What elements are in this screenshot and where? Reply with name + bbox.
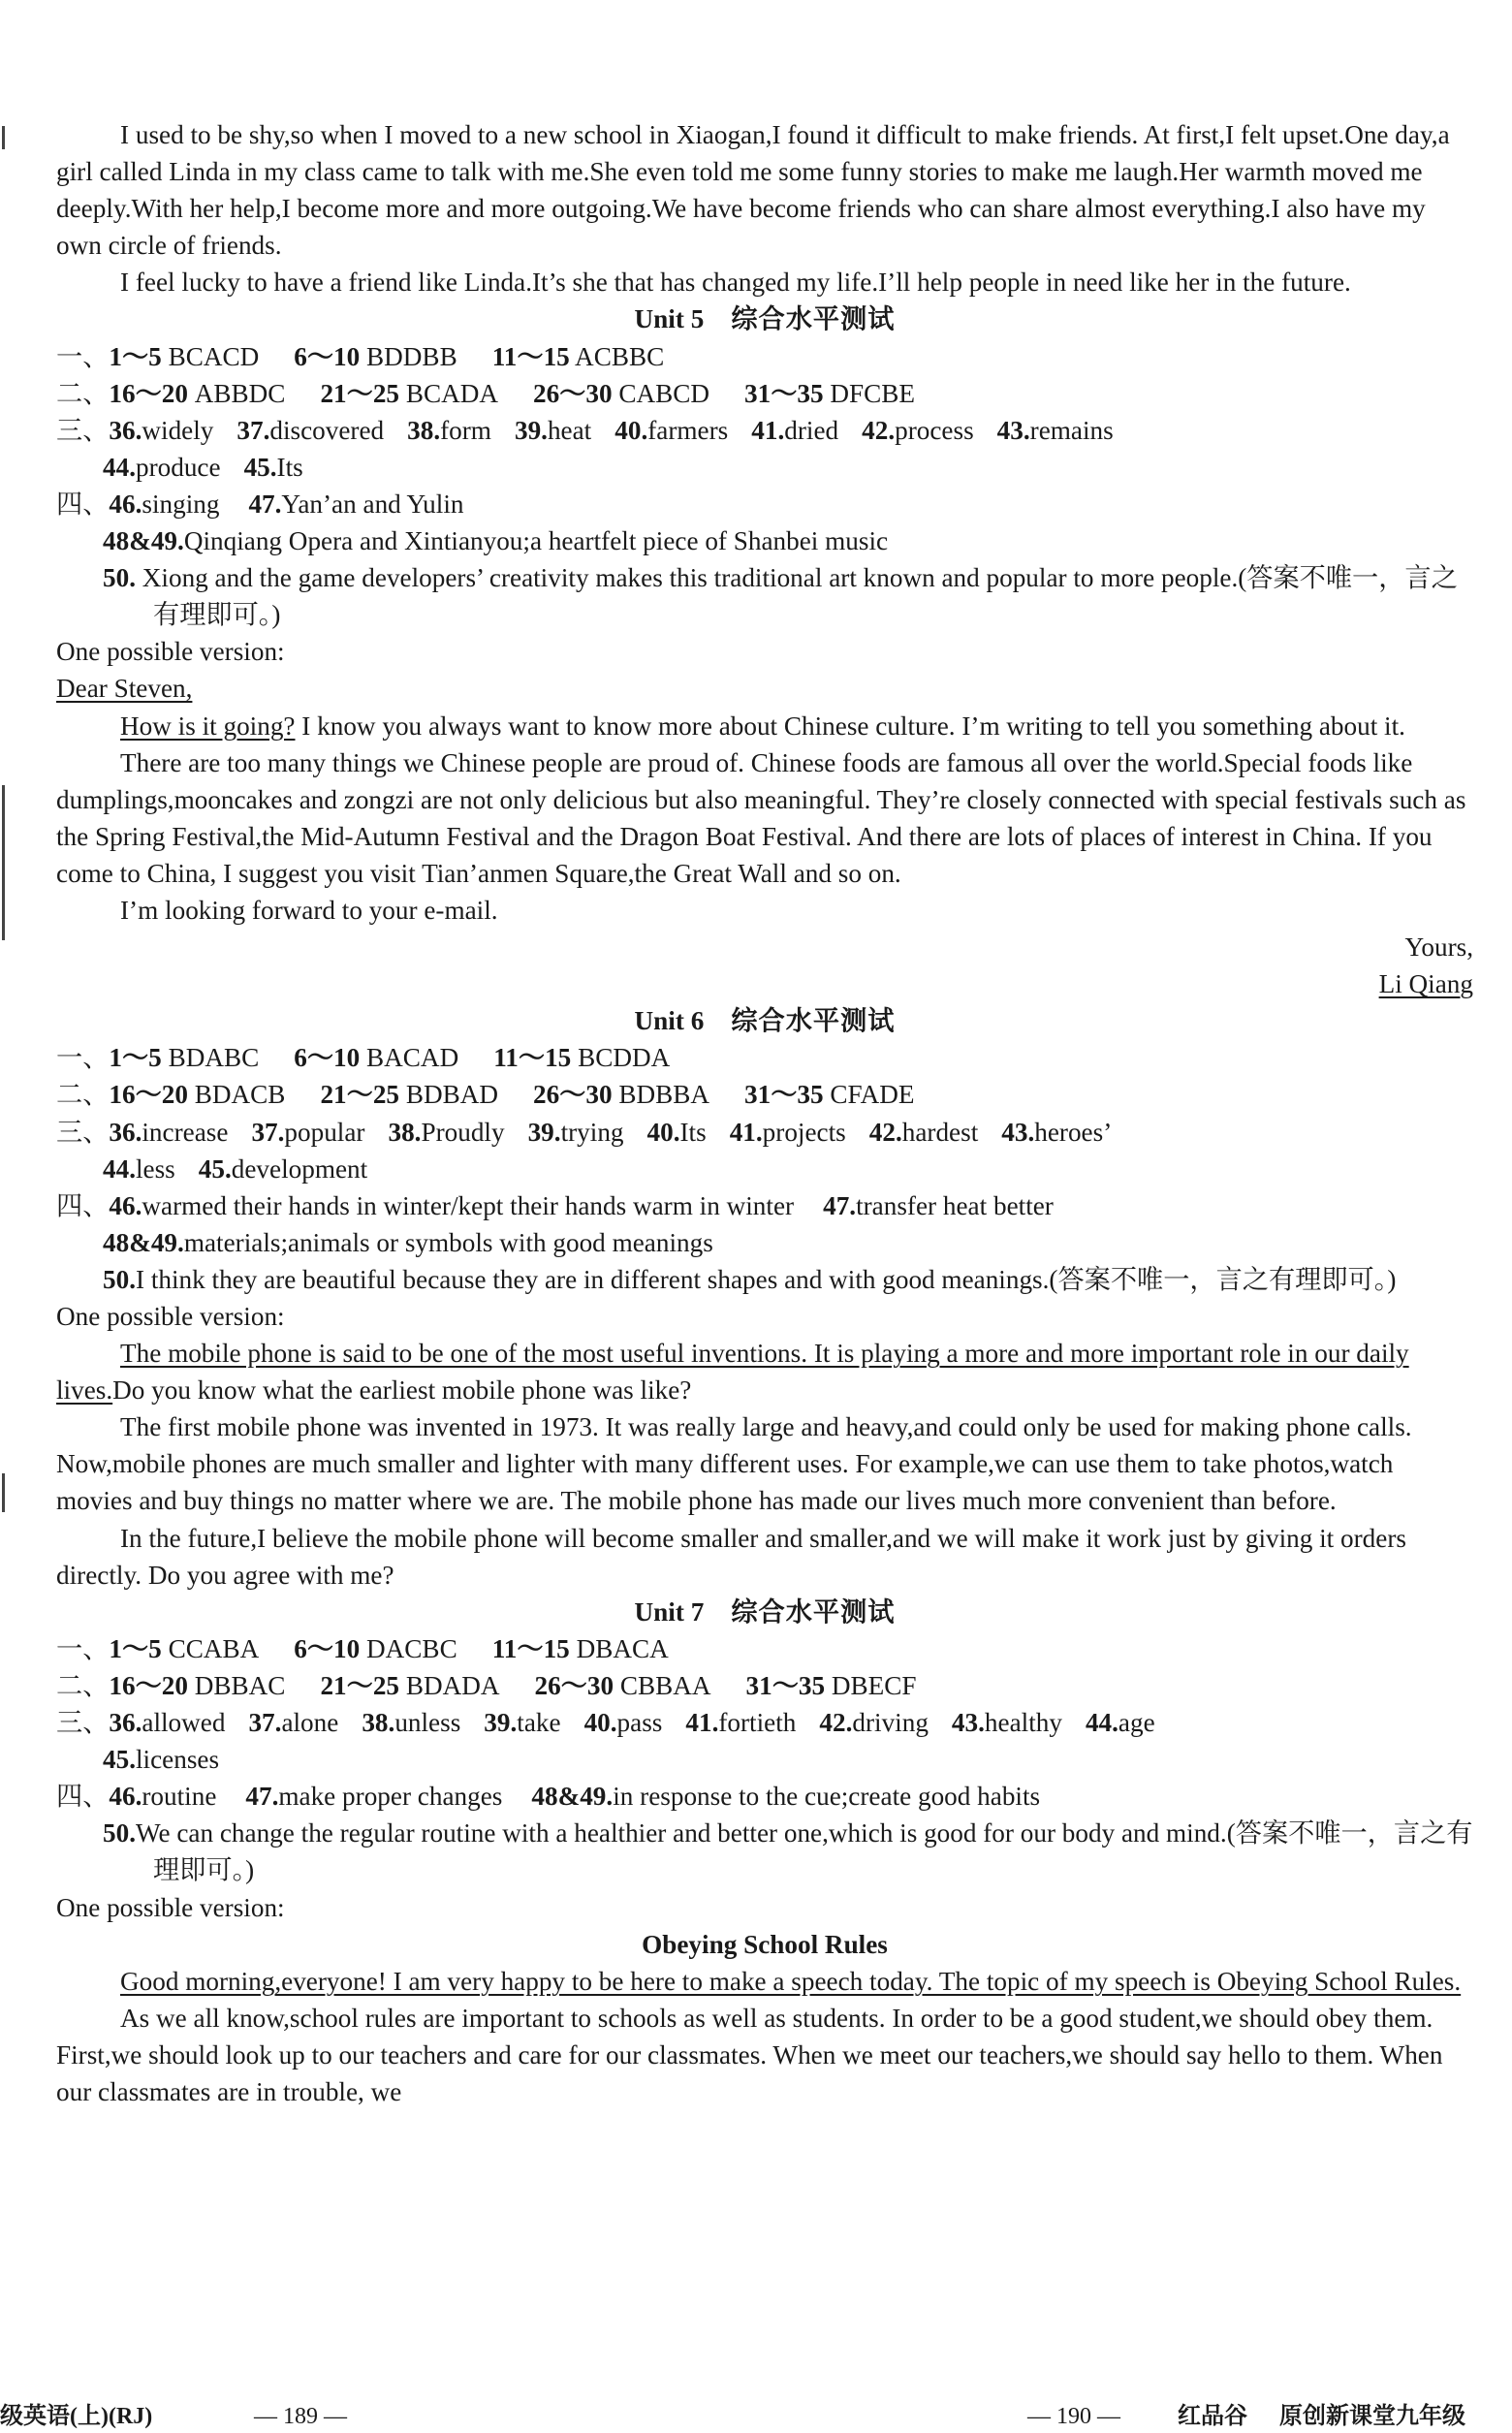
answer-text: Proudly (421, 1117, 505, 1147)
question-number: 42. (862, 415, 896, 445)
question-number: 11～15 (491, 341, 570, 371)
question-number: 42. (819, 1708, 853, 1738)
question-number: 46. (109, 489, 142, 519)
answer-row-section-2: 二、16～20 ABBDC 21～25 BCADA 26～30 CABCD 31～35 DFCBE (56, 378, 916, 408)
question-number: 44. (103, 452, 136, 482)
answer-text: DACBC (360, 1633, 457, 1663)
question-number: 43. (951, 1708, 985, 1738)
answer-50: 50.We can change the regular routine with a healthier and better one,which is good for our body and mind.(答案不唯一，言之有理即可。) (103, 1818, 1473, 1885)
essay-paragraph: I’m looking forward to your e-mail. (120, 895, 498, 925)
essay-paragraph: How is it going? I know you always want to know more about Chinese culture. I’m writing to tell you something about it. (120, 711, 1405, 741)
question-number: 1～5 (109, 1043, 162, 1073)
version-label: One possible version: (56, 637, 285, 667)
answer-text: BDACB (187, 1080, 286, 1110)
question-number: 38. (407, 415, 441, 445)
answer-text: transfer heat better (856, 1190, 1054, 1220)
question-number: 21～25 (320, 1670, 400, 1700)
answer-row-section-1: 一、1～5 CCABA 6～10 DACBC 11～15 DBACA (56, 1633, 669, 1663)
answer-text: CFADE (823, 1080, 915, 1110)
answer-row-section-3-cont (56, 1151, 1473, 1187)
answer-row-section-4: 四、46.routine 47.make proper changes 48&49.in response to the cue;create good habits (56, 1782, 1041, 1812)
answer-text: form (440, 415, 491, 445)
essay-paragraph: I used to be shy,so when I moved to a new school in Xiaogan,I found it difficult to make friends. At first,I felt upset.One day,a girl called Linda in my class came to talk with me.She even told me some funny stories to make me laugh.Her warmth moved me deeply.With her help,I become more and more outgoing.We have become friends who can share almost everything.I also have my own circle of friends. (56, 120, 1450, 261)
letter-closing: Yours, (1404, 932, 1473, 963)
question-number: 1～5 (109, 341, 162, 371)
essay-paragraph: As we all know,school rules are important to schools as well as students. In order to be a good student,we should obey them. First,we should look up to our teachers and care for our classmates. When we meet our teachers,we should say hello to them. When our classmates are in trouble, we (56, 2003, 1443, 2106)
letter-signature: Li Qiang (1378, 969, 1473, 999)
answer-text: BDABC (161, 1043, 260, 1073)
footer-page-number-right: — 190 — (1027, 2404, 1120, 2429)
essay-paragraph: Good morning,everyone! I am very happy to be here to make a speech today. The topic of my speech is Obeying School Rules. (120, 1966, 1462, 1996)
answer-text: produce (135, 452, 221, 482)
unit-heading: Unit 7 综合水平测试 (634, 1596, 896, 1627)
answer-text: projects (762, 1117, 846, 1147)
question-number: 36. (109, 1117, 142, 1147)
question-number: 26～30 (532, 1080, 613, 1110)
question-number: 39. (514, 415, 548, 445)
question-number: 45. (243, 452, 277, 482)
answer-text: BACAD (360, 1043, 459, 1073)
question-number: 36. (109, 415, 142, 445)
answer-text: singing (142, 489, 220, 519)
question-number: 16～20 (109, 1080, 188, 1110)
answer-text: DBACA (569, 1633, 669, 1663)
question-number: 47. (823, 1190, 857, 1220)
question-number: 26～30 (534, 1670, 614, 1700)
answer-text: BDBBA (612, 1080, 710, 1110)
version-label: One possible version: (56, 1892, 285, 1922)
answer-row-section-3-cont (56, 1741, 1473, 1778)
answer-text: unless (394, 1708, 461, 1738)
answer-text: in response to the cue;create good habits (613, 1782, 1041, 1812)
question-number: 48&49. (531, 1782, 614, 1812)
question-number: 43. (1001, 1117, 1035, 1147)
version-label: One possible version: (56, 1302, 285, 1331)
answer-row-section-3: 三、36.allowed 37.alone 38.unless 39.take 40.pass 41.fortieth 42.driving 43.healthy 44.age (56, 1708, 1155, 1738)
answer-text: CCABA (161, 1633, 260, 1663)
question-number: 11～15 (491, 1633, 570, 1663)
answer-text: DFCBE (823, 378, 916, 408)
answer-text: Its (276, 452, 303, 482)
question-number: 41. (751, 415, 785, 445)
question-number: 37. (248, 1708, 282, 1738)
question-number: 31～35 (744, 1080, 824, 1110)
question-number: 44. (1085, 1708, 1118, 1738)
answer-text: allowed (142, 1708, 226, 1738)
question-number: 31～35 (745, 1670, 826, 1700)
question-number: 1～5 (109, 1633, 162, 1663)
answer-text: heat (547, 415, 592, 445)
footer-book-title: 级英语(上)(RJ) (0, 2404, 153, 2429)
answer-row-section-4: 四、46.warmed their hands in winter/kept their hands warm in winter 47.transfer heat better (56, 1190, 1054, 1220)
answer-row-section-3-cont (56, 449, 1473, 486)
footer-brand: 红品谷 (1178, 2404, 1247, 2429)
question-number: 40. (583, 1708, 617, 1738)
question-number: 6～10 (294, 341, 361, 371)
question-number: 39. (527, 1117, 561, 1147)
letter-greeting: Dear Steven, (56, 674, 193, 704)
answer-text: warmed their hands in winter/kept their hands warm in winter (142, 1190, 795, 1220)
answer-text: discovered (269, 415, 385, 445)
question-number: 6～10 (294, 1043, 361, 1073)
question-number: 21～25 (320, 1080, 400, 1110)
answer-text: BCADA (399, 378, 498, 408)
essay-paragraph: I feel lucky to have a friend like Linda.It’s she that has changed my life.I’ll help people in need like her in the future. (120, 268, 1351, 298)
answer-row-section-3: 三、36.widely 37.discovered 38.form 39.heat 40.farmers 41.dried 42.process 43.remains (56, 415, 1114, 445)
question-number: 16～20 (109, 378, 188, 408)
answer-text: healthy (984, 1708, 1062, 1738)
answer-text: alone (281, 1708, 339, 1738)
answer-row-section-2: 二、16～20 DBBAC 21～25 BDADA 26～30 CBBAA 31～35 DBECF (56, 1670, 917, 1700)
answer-text: DBBAC (187, 1670, 286, 1700)
question-number: 11～15 (493, 1043, 572, 1073)
question-number: 37. (251, 1117, 285, 1147)
unit-heading: Unit 6 综合水平测试 (634, 1006, 896, 1036)
question-number: 41. (685, 1708, 719, 1738)
answer-text: pass (616, 1708, 663, 1738)
question-number: 47. (245, 1782, 279, 1812)
answer-text: widely (142, 415, 214, 445)
question-number: 38. (388, 1117, 422, 1147)
unit-heading: Unit 5 综合水平测试 (634, 304, 896, 334)
question-number: 47. (248, 489, 282, 519)
answer-text: driving (852, 1708, 929, 1738)
question-number: 39. (484, 1708, 518, 1738)
question-number: 21～25 (320, 378, 400, 408)
question-number: 40. (614, 415, 648, 445)
answer-row-section-4: 四、46.singing 47.Yan’an and Yulin (56, 489, 464, 519)
question-number: 41. (729, 1117, 763, 1147)
answer-text: farmers (647, 415, 729, 445)
answer-text: BDBAD (399, 1080, 498, 1110)
question-number: 44. (103, 1153, 136, 1184)
essay-paragraph: There are too many things we Chinese people are proud of. Chinese foods are famous all over the world.Special foods like dumplings,mooncakes and zongzi are not only delicious but also meaningful. They’re closely connected with special festivals such as the Spring Festival,the Mid-Autumn Festival and the Dragon Boat Festival. And there are lots of places of interest in China. If you come to China, I suggest you visit Tian’anmen Square,the Great Wall and so on. (56, 747, 1466, 888)
question-number: 6～10 (294, 1633, 361, 1663)
answer-text: ABBDC (187, 378, 286, 408)
answer-text: make proper changes (278, 1782, 503, 1812)
question-number: 16～20 (109, 1670, 188, 1700)
answer-48-49: 48&49.materials;animals or symbols with good meanings (103, 1227, 713, 1257)
essay-paragraph: In the future,I believe the mobile phone will become smaller and smaller,and we will make it work just by giving it orders directly. Do you agree with me? (56, 1523, 1406, 1590)
footer-series: 原创新课堂九年级 (1279, 2404, 1465, 2429)
question-number: 31～35 (744, 378, 824, 408)
answer-text: DBECF (825, 1670, 917, 1700)
question-number: 38. (362, 1708, 395, 1738)
answer-text: remains (1029, 415, 1114, 445)
question-number: 43. (996, 415, 1030, 445)
question-number: 45. (198, 1153, 232, 1184)
question-number: 46. (109, 1190, 142, 1220)
essay-paragraph: The mobile phone is said to be one of the most useful inventions. It is playing a more and more important role in our daily lives.Do you know what the earliest mobile phone was like? (56, 1339, 1409, 1406)
answer-text: CABCD (612, 378, 710, 408)
answer-text: BCACD (161, 341, 260, 371)
answer-row-section-2: 二、16～20 BDACB 21～25 BDBAD 26～30 BDBBA 31～35 CFADE (56, 1080, 915, 1110)
answer-text: age (1118, 1708, 1155, 1738)
answer-text: dried (784, 415, 839, 445)
answer-text: increase (142, 1117, 229, 1147)
answer-text: heroes’ (1034, 1117, 1113, 1147)
question-number: 26～30 (532, 378, 613, 408)
answer-text: fortieth (718, 1708, 797, 1738)
question-number: 36. (109, 1708, 142, 1738)
essay-paragraph: The first mobile phone was invented in 1973. It was really large and heavy,and could only be used for making phone calls. Now,mobile phones are much smaller and lighter with many different uses. For example,we can use them to take photos,watch movies and buy things no matter where we are. The mobile phone has made our lives much more convenient than before. (56, 1412, 1412, 1516)
answer-text: BCDDA (571, 1043, 671, 1073)
answer-text: trying (560, 1117, 624, 1147)
answer-text: process (895, 415, 974, 445)
answer-text: routine (142, 1782, 217, 1812)
question-number: 46. (109, 1782, 142, 1812)
answer-row-section-3: 三、36.increase 37.popular 38.Proudly 39.trying 40.Its 41.projects 42.hardest 43.heroes’ (56, 1117, 1113, 1147)
margin-mark (2, 785, 5, 940)
question-number: 40. (646, 1117, 680, 1147)
answer-page (56, 116, 1473, 2110)
answer-text: Yan’an and Yulin (281, 489, 464, 519)
answer-48-49: 48&49.Qinqiang Opera and Xintianyou;a heartfelt piece of Shanbei music (103, 526, 889, 556)
answer-text: BDADA (399, 1670, 500, 1700)
answer-text: BDDBB (360, 341, 457, 371)
answer-row-section-1: 一、1～5 BCACD 6～10 BDDBB 11～15 ACBBC (56, 341, 665, 371)
essay-title: Obeying School Rules (642, 1929, 888, 1959)
question-number: 42. (868, 1117, 902, 1147)
answer-text: take (517, 1708, 561, 1738)
page-footer (0, 2402, 1512, 2431)
margin-mark (2, 126, 5, 149)
question-number: 37. (236, 415, 270, 445)
margin-mark (2, 1473, 5, 1512)
answer-text: CBBAA (614, 1670, 711, 1700)
answer-text: hardest (901, 1117, 979, 1147)
answer-50: 50.I think they are beautiful because they are in different shapes and with good meanings.(答案不唯一，言之有理即可。) (103, 1264, 1397, 1294)
answer-row-section-1: 一、1～5 BDABC 6～10 BACAD 11～15 BCDDA (56, 1043, 671, 1073)
answer-text: less (135, 1153, 175, 1184)
answer-text: development (231, 1153, 368, 1184)
answer-text: Its (679, 1117, 707, 1147)
answer-text: licenses (135, 1745, 220, 1775)
footer-page-number-left: — 189 — (254, 2404, 347, 2429)
answer-text: ACBBC (569, 341, 665, 371)
answer-text: popular (284, 1117, 365, 1147)
question-number: 45. (103, 1745, 136, 1775)
answer-50: 50. Xiong and the game developers’ creativity makes this traditional art known and popular to more people.(答案不唯一，言之有理即可。) (103, 563, 1458, 630)
